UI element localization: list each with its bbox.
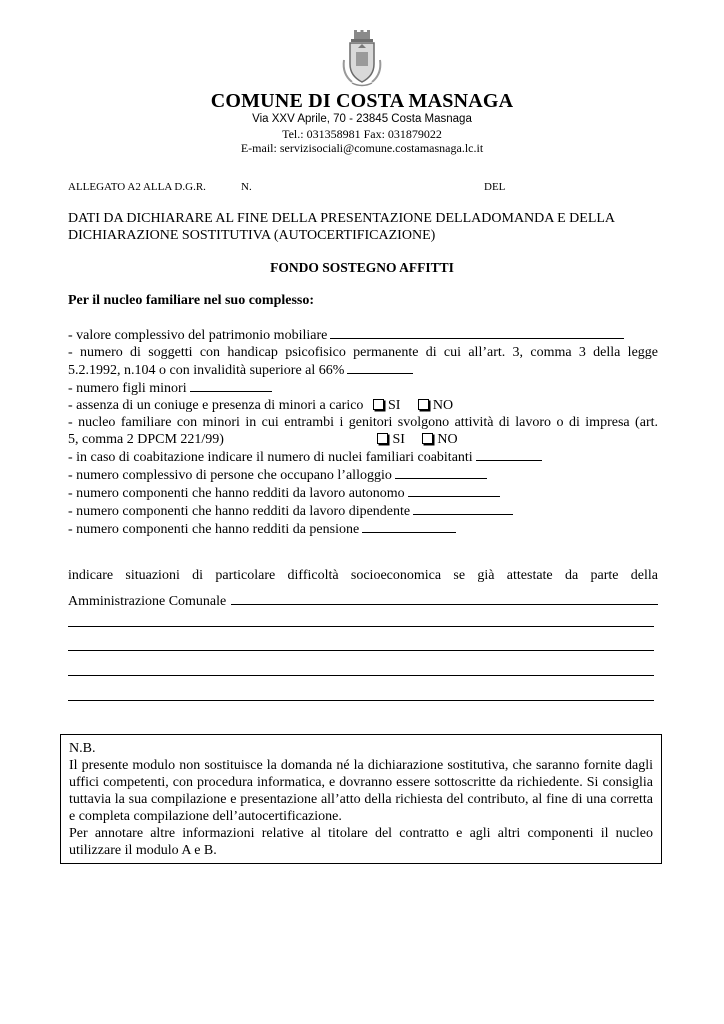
municipality-address: Via XXV Aprile, 70 - 23845 Costa Masnaga [252, 113, 472, 125]
document-title: DATI DA DICHIARARE AL FINE DELLA PRESENTAZIONE DELLADOMANDA E DELLA DICHIARAZIONE SOSTITUTIVA (AUTOCERTIFICAZIONE) [68, 211, 615, 243]
nb-paragraph: Per annotare altre informazioni relative al titolare del contratto e agli altri componenti il nucleo utilizzare il modulo A e B. [69, 826, 653, 858]
nb-paragraph: Il presente modulo non sostituisce la domanda né la dichiarazione sostitutiva, che saranno fornite dagli uffici competenti, con procedura informatica, e dovranno essere sottoscritte da richiedente. Si consiglia tuttavia la sua compilazione e presentazione all’atto della richiesta del contributo, al fine di una corretta e completa compilazione dell’autocertificazione. [69, 758, 653, 824]
autonomo-input-line[interactable] [408, 484, 500, 497]
checkbox-icon[interactable] [373, 399, 384, 410]
coniuge-si-label: SI [387, 398, 401, 413]
municipality-name: COMUNE DI COSTA MASNAGA [210, 90, 514, 112]
genitori-si-label: SI [392, 432, 405, 447]
coniuge-no-option[interactable] [412, 397, 453, 414]
allegato-number-label: N. [241, 181, 252, 193]
item-persone [68, 466, 658, 484]
item-figli [68, 379, 658, 397]
item-handicap-label: 5.2.1992, n.104 o con invalidità superiore al 66% [68, 363, 345, 378]
difficolta-blank-line[interactable] [68, 700, 654, 701]
item-patrimonio-label: - valore complessivo del patrimonio mobiliare [68, 328, 328, 343]
item-coabitazione [68, 448, 658, 466]
item-dipendente-label: - numero componenti che hanno redditi da lavoro dipendente [68, 504, 411, 519]
difficolta-blank-line[interactable] [68, 675, 654, 676]
difficolta-line1: indicare situazioni di particolare difficoltà socioeconomica se già attestate da parte della [68, 568, 658, 583]
patrimonio-input-line[interactable] [330, 326, 624, 339]
coabitazione-input-line[interactable] [476, 448, 542, 461]
difficolta-blank-line[interactable] [68, 650, 654, 651]
item-genitori-line2 [68, 431, 658, 448]
document-subtitle: FONDO SOSTEGNO AFFITTI [270, 260, 454, 275]
genitori-no-option[interactable] [416, 431, 457, 448]
coniuge-si-option[interactable] [367, 397, 400, 414]
municipal-crest-icon [340, 30, 384, 88]
item-autonomo-label: - numero componenti che hanno redditi da lavoro autonomo [68, 486, 405, 501]
section-heading: Per il nucleo familiare nel suo complesso: [68, 293, 315, 308]
allegato-line [68, 181, 668, 195]
item-figli-label: - numero figli minori [68, 381, 187, 396]
item-genitori-label: 5, comma 2 DPCM 221/99) [68, 432, 224, 447]
checkbox-icon[interactable] [418, 399, 429, 410]
genitori-si-option[interactable] [371, 431, 404, 448]
coniuge-no-label: NO [432, 398, 454, 413]
item-handicap-line2 [68, 361, 658, 379]
declaration-items [68, 326, 658, 538]
difficolta-blank-line[interactable] [68, 626, 654, 627]
item-pensione [68, 520, 658, 538]
municipality-phone-fax: Tel.: 031358981 Fax: 031879022 [282, 127, 442, 141]
figli-input-line[interactable] [190, 379, 272, 392]
item-handicap-line1: - numero di soggetti con handicap psicofisico permanente di cui all’art. 3, comma 3 della legge [68, 345, 658, 360]
checkbox-icon[interactable] [377, 433, 388, 444]
item-pensione-label: - numero componenti che hanno redditi da pensione [68, 522, 360, 537]
item-coabitazione-label: - in caso di coabitazione indicare il numero di nuclei familiari coabitanti [68, 450, 473, 465]
item-coniuge [68, 397, 658, 414]
difficolta-line2 [68, 589, 658, 615]
item-coniuge-label: - assenza di un coniuge e presenza di minori a carico [68, 398, 364, 413]
item-autonomo [68, 484, 658, 502]
item-dipendente [68, 502, 658, 520]
nb-notice-box [60, 734, 662, 864]
difficolta-label: Amministrazione Comunale [68, 594, 227, 609]
item-genitori-line1: - nucleo familiare con minori in cui entrambi i genitori svolgono attività di lavoro o di impresa (art. [68, 415, 658, 430]
difficolta-section [68, 563, 658, 615]
allegato-label: ALLEGATO A2 ALLA D.G.R. [68, 181, 206, 193]
persone-input-line[interactable] [395, 466, 487, 479]
dipendente-input-line[interactable] [413, 502, 513, 515]
checkbox-icon[interactable] [422, 433, 433, 444]
item-persone-label: - numero complessivo di persone che occupano l’alloggio [68, 468, 392, 483]
allegato-date-label: DEL [484, 181, 506, 193]
handicap-input-line[interactable] [347, 361, 413, 374]
municipality-email: E-mail: servizisociali@comune.costamasnaga.lc.it [240, 141, 484, 155]
item-patrimonio [68, 326, 658, 344]
pensione-input-line[interactable] [362, 520, 456, 533]
difficolta-input-line[interactable] [231, 592, 658, 605]
genitori-no-label: NO [437, 432, 458, 447]
nb-heading: N.B. [69, 741, 96, 756]
